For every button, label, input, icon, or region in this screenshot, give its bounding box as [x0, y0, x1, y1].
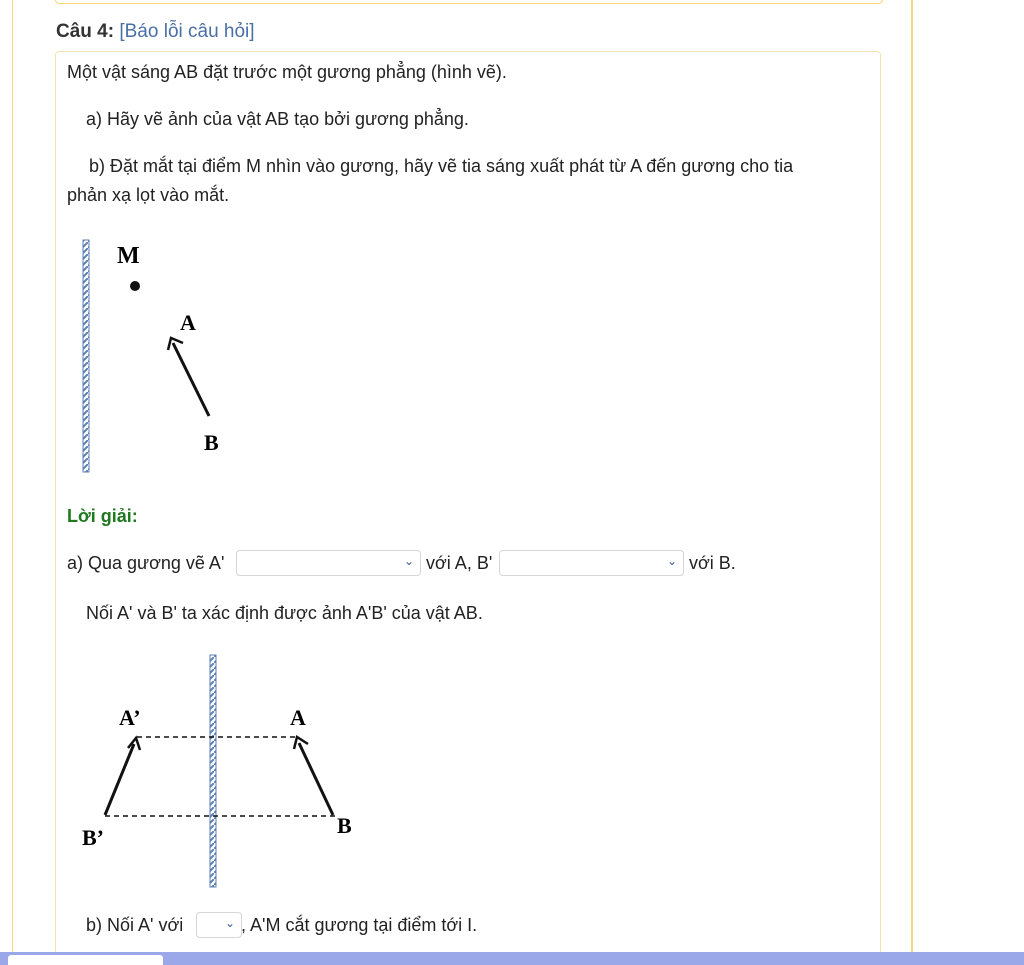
figure-image-construction	[70, 645, 370, 895]
solution-b-suffix: , A'M cắt gương tại điểm tới I.	[241, 915, 478, 935]
question-intro: Một vật sáng AB đặt trước một gương phẳng (hình vẽ).	[67, 62, 507, 82]
solution-a-suffix: với B.	[689, 553, 736, 573]
question-part-b-line2: phản xạ lọt vào mắt.	[67, 185, 230, 205]
chevron-down-icon: ⌄	[666, 554, 677, 568]
chevron-down-icon: ⌄	[403, 554, 414, 568]
select-connect-point[interactable]	[196, 912, 242, 938]
report-error-link[interactable]: [Báo lỗi câu hỏi]	[119, 21, 255, 42]
label-b-prime: B’	[82, 825, 104, 850]
label-a-prime: A’	[119, 705, 141, 730]
object-ab-2	[299, 743, 333, 815]
solution-title: Lời giải:	[67, 506, 138, 526]
object-ab	[173, 343, 209, 416]
bottom-tab[interactable]	[8, 955, 163, 965]
label-b: B	[204, 430, 219, 455]
mirror-2	[210, 655, 216, 887]
solution-b-prefix: b) Nối A' với	[86, 915, 184, 935]
page-border-right	[911, 0, 913, 952]
question-label: Câu 4:	[56, 21, 115, 42]
eye-point-m	[130, 281, 140, 291]
chevron-down-icon: ⌄	[224, 916, 235, 930]
label-b-2: B	[337, 813, 352, 838]
page-border-left	[12, 0, 13, 952]
question-part-a: a) Hãy vẽ ảnh của vật AB tạo bởi gương phẳng.	[86, 109, 469, 129]
question-part-b-line1: b) Đặt mắt tại điểm M nhìn vào gương, hãy vẽ tia sáng xuất phát từ A đến gương cho tia	[89, 156, 794, 176]
solution-connect-text: Nối A' và B' ta xác định được ảnh A'B' của vật AB.	[86, 603, 483, 623]
label-a-2: A	[290, 705, 306, 730]
question-header	[56, 21, 255, 43]
solution-a-middle: với A, B'	[426, 553, 493, 573]
image-aprime-bprime	[105, 744, 134, 815]
label-m: M	[117, 243, 140, 269]
select-b-prime[interactable]	[499, 550, 684, 576]
select-a-prime[interactable]	[236, 550, 421, 576]
label-a: A	[180, 310, 196, 335]
previous-question-box	[55, 0, 883, 4]
figure-mirror-object	[70, 230, 270, 480]
solution-a-prefix: a) Qua gương vẽ A'	[67, 553, 225, 573]
mirror	[83, 240, 89, 472]
